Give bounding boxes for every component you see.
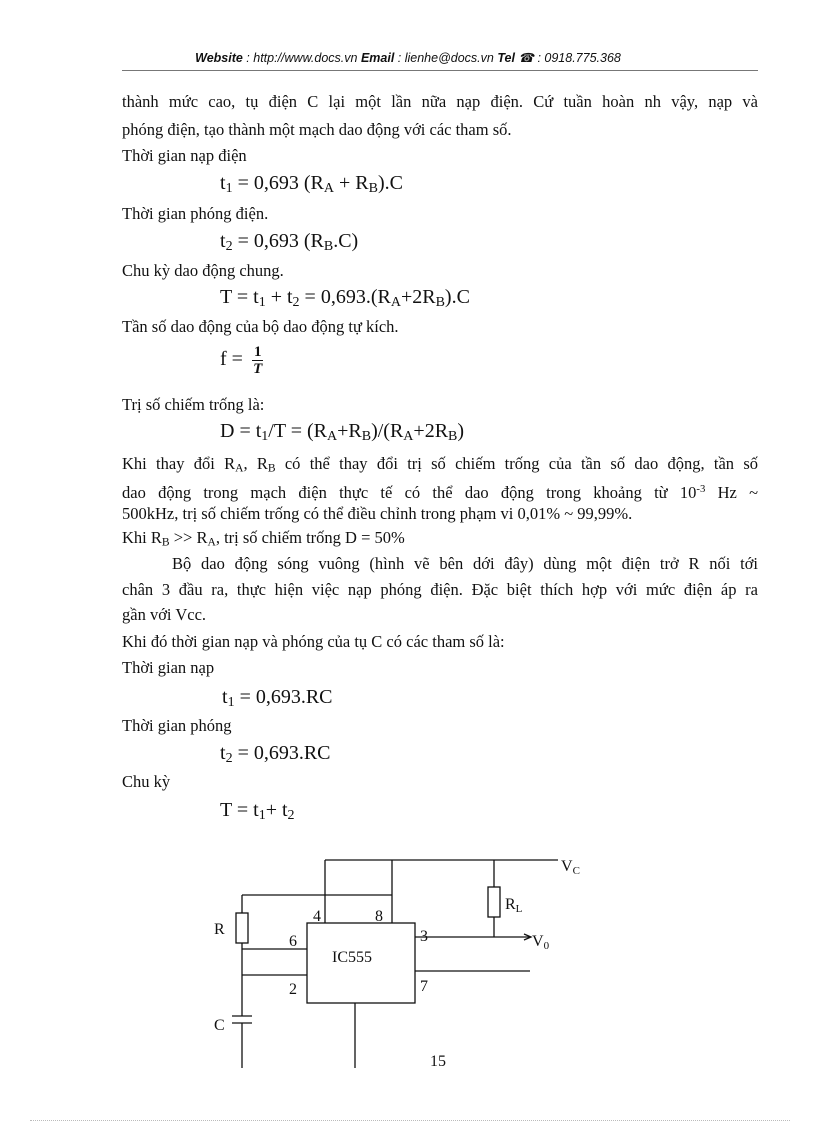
paragraph-line: Chu kỳ dao động chung.: [122, 261, 284, 280]
ic555-label: IC555: [332, 949, 372, 966]
page-number: 15: [430, 1053, 446, 1070]
pin8-label: 8: [375, 908, 383, 925]
pin3-label: 3: [420, 928, 428, 945]
resistor-r: [236, 913, 248, 943]
formula-period-sum: T = t1+ t2: [220, 799, 295, 823]
paragraph-line: Thời gian phóng điện.: [122, 204, 269, 223]
fraction: $\frac{1}{T}$: [253, 344, 263, 377]
tel-label: Tel: [497, 51, 515, 65]
website-label: Website: [195, 51, 243, 65]
tel-value: ☎ : 0918.775.368: [514, 51, 621, 65]
footer-dotted-rule: [30, 1120, 790, 1121]
paragraph-line: Chu kỳ: [122, 772, 171, 791]
paragraph-line: Trị số chiếm trống là:: [122, 395, 265, 414]
paragraph-line: Khi đó thời gian nạp và phóng của tụ C có các tham số là:: [122, 632, 505, 651]
resistor-rl: [488, 887, 500, 917]
formula-charge-time: t1 = 0,693 (RA + RB).C: [220, 172, 403, 196]
paragraph-line: Thời gian nạp điện: [122, 146, 247, 165]
pin6-label: 6: [289, 933, 297, 950]
rl-label: RL: [505, 896, 523, 915]
c-label: C: [214, 1017, 225, 1034]
paragraph-line: thành mức cao, tụ điện C lại một lần nữa nạp điện. Cứ tuần hoàn nh vậy, nạp và: [122, 92, 758, 111]
paragraph-line: dao động trong mạch điện thực tế có thể dao động trong khoảng từ $10^{-3}$ Hz ~: [122, 482, 758, 502]
pin7-label: 7: [420, 978, 428, 995]
formula-duty-cycle: D = t1/T = (RA+RB)/(RA+2RB): [220, 420, 465, 444]
vc-label: VC: [561, 858, 580, 877]
paragraph-line: chân 3 đầu ra, thực hiện việc nạp phóng điện. Đặc biệt thích hợp với mức điện áp ra: [122, 580, 758, 599]
vo-label: V0: [532, 933, 550, 952]
pin2-label: 2: [289, 981, 297, 998]
paragraph-line: Thời gian nạp: [122, 658, 215, 677]
email-label: Email: [360, 51, 395, 65]
paragraph-line: Tần số dao động của bộ dao động tự kích.: [122, 317, 399, 336]
paragraph-line: 500kHz, trị số chiếm trống có thể điều chỉnh trong phạm vi 0,01% ~ 99,99%.: [122, 504, 633, 523]
paragraph-line: Thời gian phóng: [122, 716, 232, 735]
pin4-label: 4: [313, 908, 321, 925]
paragraph-line: Bộ dao động sóng vuông (hình vẽ bên dới đây) dùng một điện trở R nối tới: [172, 554, 758, 573]
paragraph-line: gần với Vcc.: [122, 605, 207, 624]
email-value: : lienhe@docs.vn: [394, 51, 498, 65]
formula-discharge-rc: t2 = 0,693.RC: [220, 742, 331, 766]
paragraph-line: Khi thay đổi $R_A$, $R_B$ có thể thay đổi trị số chiếm trống của tần số dao động, tần số: [122, 454, 758, 475]
website-value: : http://www.docs.vn: [242, 51, 361, 65]
formula-discharge-time: t2 = 0,693 (RB.C): [220, 230, 359, 254]
paragraph-line: phóng điện, tạo thành một mạch dao động với các tham số.: [122, 120, 512, 139]
formula-charge-rc: t1 = 0,693.RC: [222, 686, 333, 710]
formula-period: T = t1 + t2 = 0,693.(RA+2RB).C: [220, 286, 470, 310]
paragraph-line: Khi $R_B >> R_A$, trị số chiếm trống D = 50%: [122, 528, 405, 549]
r-label: R: [214, 921, 225, 938]
formula-frequency: f = $\frac{1}{T}$: [220, 344, 263, 377]
